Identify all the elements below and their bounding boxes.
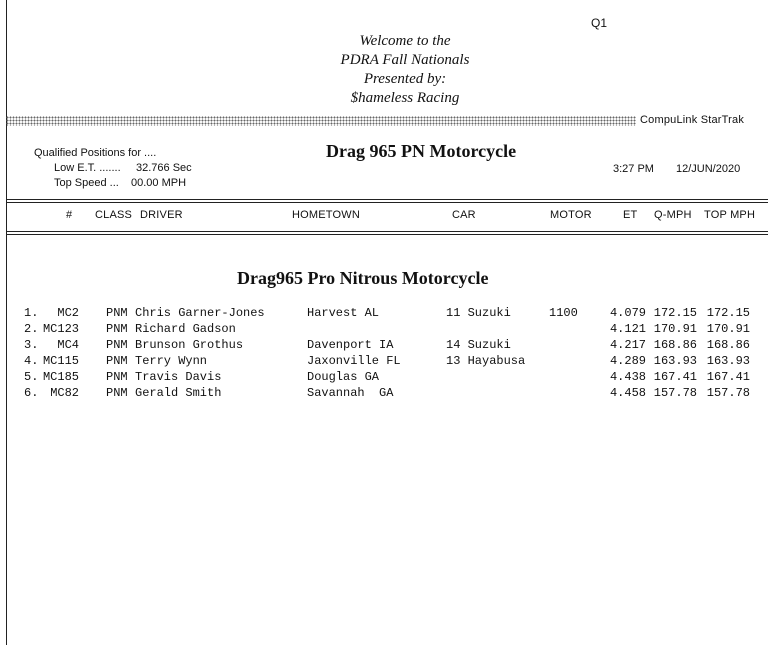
- welcome-banner: [280, 32, 530, 108]
- cell-car: 11 Suzuki: [446, 306, 511, 320]
- low-et-label: Low E.T. .......: [54, 162, 121, 174]
- cell-et: 4.217: [609, 338, 646, 352]
- cell-pos: 6.: [24, 386, 39, 400]
- cell-class: PNM: [106, 322, 128, 336]
- round-label: Q1: [591, 16, 608, 30]
- col-et: ET: [623, 209, 638, 221]
- cell-qmph: 157.78: [653, 386, 697, 400]
- header-top-rule-2: [6, 202, 768, 203]
- col-car: CAR: [452, 209, 476, 221]
- table-row: [0, 306, 768, 322]
- cell-car: 13 Hayabusa: [446, 354, 526, 368]
- cell-driver: Gerald Smith: [135, 386, 222, 400]
- cell-num: MC123: [42, 322, 79, 336]
- header-top-rule: [6, 199, 768, 200]
- top-speed-value: 00.00 MPH: [131, 177, 187, 189]
- banner-line-4: $hameless Racing: [350, 90, 460, 106]
- cell-et: 4.289: [609, 354, 646, 368]
- header-bottom-rule: [6, 231, 768, 232]
- cell-hometown: Davenport IA: [307, 338, 394, 352]
- cell-hometown: Harvest AL: [307, 306, 380, 320]
- cell-car: 14 Suzuki: [446, 338, 511, 352]
- table-row: [0, 386, 768, 402]
- banner-line-2: PDRA Fall Nationals: [340, 52, 470, 68]
- cell-class: PNM: [106, 354, 128, 368]
- cell-topmph: 163.93: [706, 354, 750, 368]
- cell-et: 4.079: [609, 306, 646, 320]
- cell-topmph: 168.86: [706, 338, 750, 352]
- cell-class: PNM: [106, 370, 128, 384]
- cell-et: 4.438: [609, 370, 646, 384]
- cell-class: PNM: [106, 306, 128, 320]
- cell-pos: 3.: [24, 338, 39, 352]
- vendor-label: CompuLink StarTrak: [640, 114, 745, 126]
- cell-driver: Brunson Grothus: [135, 338, 244, 352]
- cell-et: 4.458: [609, 386, 646, 400]
- cell-driver: Richard Gadson: [135, 322, 236, 336]
- qualified-label: Qualified Positions for ....: [34, 147, 157, 159]
- cell-topmph: 170.91: [706, 322, 750, 336]
- col-motor: MOTOR: [550, 209, 592, 221]
- banner-line-1: Welcome to the: [359, 33, 451, 49]
- col-class: CLASS: [95, 209, 133, 221]
- cell-topmph: 157.78: [706, 386, 750, 400]
- cell-motor: 1100: [549, 306, 578, 320]
- cell-class: PNM: [106, 386, 128, 400]
- cell-hometown: Jaxonville FL: [307, 354, 401, 368]
- cell-qmph: 163.93: [653, 354, 697, 368]
- low-et-value: 32.766 Sec: [136, 162, 192, 174]
- cell-num: MC2: [57, 306, 79, 320]
- header-bottom-rule-2: [6, 234, 768, 235]
- cell-qmph: 170.91: [653, 322, 697, 336]
- cell-pos: 4.: [24, 354, 39, 368]
- cell-pos: 2.: [24, 322, 39, 336]
- cell-topmph: 167.41: [706, 370, 750, 384]
- cell-hometown: Douglas GA: [307, 370, 380, 384]
- dotted-separator: [6, 116, 636, 126]
- cell-driver: Travis Davis: [135, 370, 222, 384]
- cell-pos: 5.: [24, 370, 39, 384]
- col-qmph: Q-MPH: [654, 209, 692, 221]
- cell-driver: Terry Wynn: [135, 354, 208, 368]
- date-label: 12/JUN/2020: [676, 163, 741, 175]
- event-title: Drag 965 PN Motorcycle: [326, 141, 517, 161]
- col-num: #: [66, 209, 73, 221]
- col-hometown: HOMETOWN: [292, 209, 361, 221]
- table-row: [0, 322, 768, 338]
- table-row: [0, 354, 768, 370]
- cell-num: MC185: [42, 370, 79, 384]
- cell-qmph: 168.86: [653, 338, 697, 352]
- section-title: Drag965 Pro Nitrous Motorcycle: [237, 268, 489, 288]
- cell-pos: 1.: [24, 306, 39, 320]
- top-speed-label: Top Speed ...: [54, 177, 119, 189]
- cell-driver: Chris Garner-Jones: [135, 306, 265, 320]
- cell-num: MC4: [57, 338, 79, 352]
- table-row: [0, 338, 768, 354]
- col-driver: DRIVER: [140, 209, 183, 221]
- time-label: 3:27 PM: [613, 163, 654, 175]
- cell-num: MC82: [50, 386, 79, 400]
- cell-topmph: 172.15: [706, 306, 750, 320]
- cell-num: MC115: [42, 354, 79, 368]
- col-topmph: TOP MPH: [704, 209, 756, 221]
- cell-et: 4.121: [609, 322, 646, 336]
- cell-qmph: 167.41: [653, 370, 697, 384]
- table-row: [0, 370, 768, 386]
- cell-qmph: 172.15: [653, 306, 697, 320]
- cell-class: PNM: [106, 338, 128, 352]
- banner-line-3: Presented by:: [363, 71, 447, 87]
- column-header-row: [0, 209, 768, 225]
- cell-hometown: Savannah GA: [307, 386, 394, 400]
